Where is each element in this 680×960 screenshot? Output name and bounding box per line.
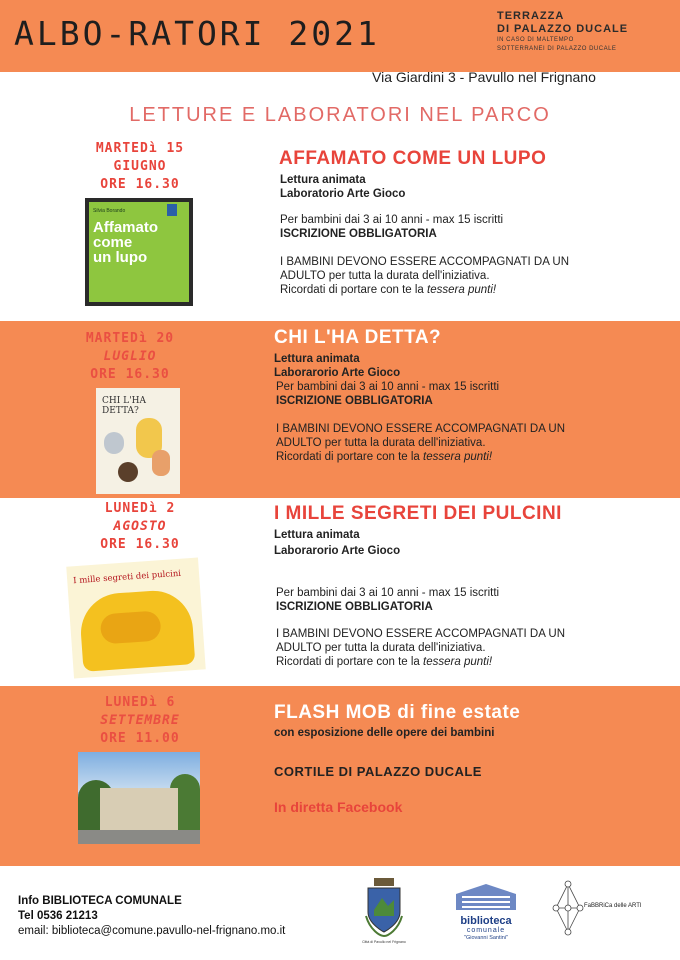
book-2-animal-figure	[152, 450, 170, 476]
library-building-icon	[450, 880, 522, 914]
event-3-note-3-italic: tessera punti!	[423, 656, 493, 668]
courtyard	[78, 830, 200, 844]
event-4-date	[25, 694, 255, 748]
event-3-book-cover	[66, 558, 205, 679]
event-2-date	[15, 330, 245, 384]
event-2-line-1: Lettura animata	[274, 353, 360, 365]
book-1-title-1: Affamato	[93, 219, 159, 236]
event-3-month: AGOSTO	[113, 519, 167, 534]
book-1-title-3: un lupo	[93, 249, 148, 266]
event-1-note-3	[280, 283, 496, 297]
event-2-book-cover	[96, 388, 180, 494]
event-1-registration: ISCRIZIONE OBBLIGATORIA	[280, 228, 437, 240]
event-1-note-3-italic: tessera punti!	[427, 284, 497, 296]
event-2-note-1: I BAMBINI DEVONO ESSERE ACCOMPAGNATI DA UN	[276, 423, 566, 435]
event-2-age: Per bambini dai 3 ai 10 anni - max 15 iscritti	[276, 381, 500, 393]
venue-block	[497, 10, 677, 54]
event-1-title: AFFAMATO COME UN LUPO	[279, 148, 547, 169]
event-1-month: GIUGNO	[113, 159, 167, 174]
venue-line-1: TERRAZZA	[497, 10, 565, 22]
event-2-time: ORE 16.30	[90, 367, 170, 382]
event-3-line-1: Lettura animata	[274, 529, 360, 541]
address: Via Giardini 3 - Pavullo nel Frignano	[372, 69, 596, 85]
network-icon	[548, 876, 628, 942]
book-3-chicks-illustration	[100, 610, 162, 644]
event-2-note-3	[276, 450, 492, 464]
event-4-live: In diretta Facebook	[274, 799, 403, 815]
event-1-note-2: ADULTO per tutta la durata dell'iniziativa.	[280, 270, 490, 282]
footer-info-label: Info BIBLIOTECA COMUNALE	[18, 895, 182, 907]
town-crest-logo	[360, 876, 408, 948]
fabbrica-arti-logo	[548, 876, 642, 942]
footer-phone: Tel 0536 21213	[18, 910, 98, 922]
event-3-note-3	[276, 655, 492, 669]
event-4-subtitle: con esposizione delle opere dei bambini	[274, 727, 495, 739]
event-4-title: FLASH MOB di fine estate	[274, 702, 521, 723]
book-2-animal-figure	[118, 462, 138, 482]
event-1-date	[25, 140, 255, 194]
event-3-date	[25, 500, 255, 554]
event-3-time: ORE 16.30	[100, 537, 180, 552]
event-1-line-1: Lettura animata	[280, 174, 366, 186]
event-4-location: CORTILE DI PALAZZO DUCALE	[274, 764, 482, 779]
venue-line-2: DI PALAZZO DUCALE	[497, 23, 629, 35]
book-1-wolf-figure	[167, 204, 177, 216]
event-3-registration: ISCRIZIONE OBBLIGATORIA	[276, 601, 433, 613]
book-3-title: I mille segreti dei pulcini	[72, 568, 182, 587]
book-2-title-1: CHI	[102, 396, 121, 406]
event-4-month: SETTEMBRE	[100, 713, 180, 728]
palace-facade	[100, 788, 178, 832]
library-logo-name-2: "Giovanni Santini"	[464, 935, 508, 941]
event-1-book-cover	[85, 198, 193, 306]
crest-icon	[360, 876, 408, 940]
event-3-note-2: ADULTO per tutta la durata dell'iniziativa.	[276, 642, 486, 654]
event-3-line-2: Laborarorio Arte Gioco	[274, 545, 401, 557]
event-3-age: Per bambini dai 3 ai 10 anni - max 15 iscritti	[276, 587, 500, 599]
book-2-animal-figure	[104, 432, 124, 454]
event-2-month: LUGLIO	[103, 349, 157, 364]
crest-caption: Città di Pavullo nel Frignano	[362, 940, 406, 944]
book-2-title-2: L'HA	[123, 396, 146, 406]
bad-weather-line-1: IN CASO DI MALTEMPO	[497, 37, 574, 43]
event-4-palace-photo	[78, 752, 200, 844]
event-4-day: LUNEDì 6	[104, 695, 176, 710]
event-1-note-1: I BAMBINI DEVONO ESSERE ACCOMPAGNATI DA UN	[280, 256, 570, 268]
event-1-line-2: Laboratorio Arte Gioco	[280, 188, 406, 200]
event-2-line-2: Laborarorio Arte Gioco	[274, 367, 401, 379]
event-1-time: ORE 16.30	[100, 177, 180, 192]
event-2-title: CHI L'HA DETTA?	[274, 327, 442, 348]
event-1-day: MARTEDì 15	[95, 141, 185, 156]
event-3-note-1: I BAMBINI DEVONO ESSERE ACCOMPAGNATI DA UN	[276, 628, 566, 640]
event-1-note-3-text: Ricordati di portare con te la	[280, 284, 428, 296]
event-2-note-2: ADULTO per tutta la durata dell'iniziativa.	[276, 437, 486, 449]
event-2-note-3-text: Ricordati di portare con te la	[276, 451, 424, 463]
header-banner	[0, 0, 680, 72]
library-logo-sub: comunale	[466, 927, 506, 934]
bad-weather-line-2: SOTTERRANEI DI PALAZZO DUCALE	[497, 46, 617, 52]
event-3-note-3-text: Ricordati di portare con te la	[276, 656, 424, 668]
fabbrica-logo-text: FaBBRiCa delle ARTI	[584, 903, 642, 909]
event-2-day: MARTEDì 20	[85, 331, 175, 346]
event-2-registration: ISCRIZIONE OBBLIGATORIA	[276, 395, 433, 407]
book-1-author: Silvia Borando	[93, 208, 126, 214]
event-2-note-3-italic: tessera punti!	[423, 451, 493, 463]
section-title: LETTURE E LABORATORI NEL PARCO	[129, 104, 551, 126]
library-logo	[450, 880, 522, 950]
event-4-time: ORE 11.00	[100, 731, 180, 746]
event-3-title: I MILLE SEGRETI DEI PULCINI	[274, 503, 562, 524]
event-series-title: ALBO-RATORI 2021	[14, 14, 380, 53]
event-1-age: Per bambini dai 3 ai 10 anni - max 15 iscritti	[280, 214, 504, 226]
book-2-title-3: DETTA?	[102, 406, 139, 416]
book-1-title-2: come	[93, 234, 133, 251]
event-3-day: LUNEDì 2	[104, 501, 176, 516]
footer-contact	[18, 894, 285, 939]
library-logo-name: biblioteca	[460, 915, 512, 927]
footer-email[interactable]: email: biblioteca@comune.pavullo-nel-frignano.mo.it	[18, 925, 286, 937]
